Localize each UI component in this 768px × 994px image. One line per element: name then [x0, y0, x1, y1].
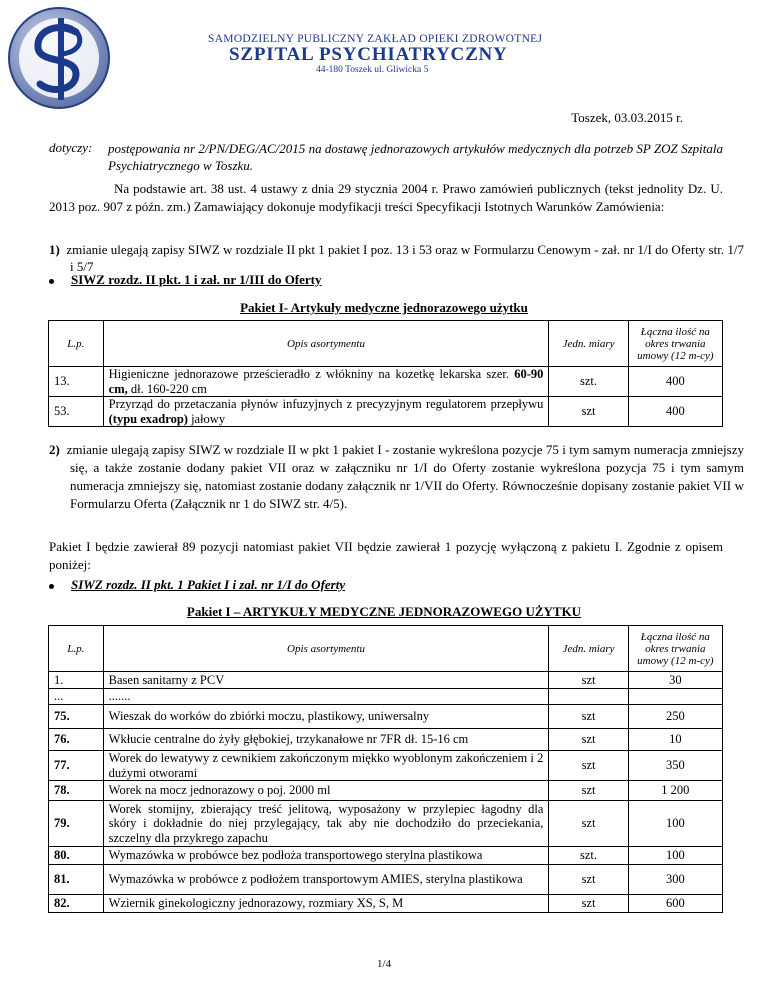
table-row: 76. Wkłucie centralne do żyły głębokiej, trzykanałowe nr 7FR dł. 15-16 cm szt 10	[49, 729, 723, 751]
row-desc: Higieniczne jednorazowe prześcieradło z włókniny na kozetkę lekarska szer. 60-90 cm, dł. 160-220 cm	[103, 367, 549, 397]
col-unit: Jedn. miary	[549, 321, 628, 367]
row-unit: szt.	[549, 367, 628, 397]
table-row: 1. Basen sanitarny z PCV szt 30	[49, 672, 723, 689]
subject-label: dotyczy:	[49, 140, 93, 155]
subject-text: postępowania nr 2/PN/DEG/AC/2015 na dostawę jednorazowych artykułów medycznych dla potrzeb SP ZOZ Szpitala Psychiatrycznego w Toszku.	[108, 141, 723, 173]
table-row: 78. Worek na mocz jednorazowy o poj. 2000 ml szt 1 200	[49, 781, 723, 801]
item-2	[49, 441, 744, 513]
table-row: 82. Wziernik ginekologiczny jednorazowy, rozmiary XS, S, M szt 600	[49, 895, 723, 913]
table2-title: Pakiet I – ARTYKUŁY MEDYCZNE JEDNORAZOWEGO UŻYTKU	[186, 604, 582, 619]
bullet-icon	[49, 584, 54, 589]
col-desc: Opis asortymentu	[103, 626, 549, 672]
col-qty: Łączna ilość na okres trwania umowy (12 m-cy)	[628, 321, 722, 367]
table-row: 77. Worek do lewatywy z cewnikiem zakończonym miękko wyoblonym zakończeniem i 2 dużymi otworami szt 350	[49, 751, 723, 781]
item-1-number: 1)	[49, 242, 60, 257]
row-unit: szt	[549, 397, 628, 427]
item-2-text: zmianie ulegają zapisy SIWZ w rozdziale II w pkt 1 pakiet I - zostanie wykreślona pozycje 75 i tym samym numeracja zmniejszy się, a także zostanie dodany pakiet VII oraz w załączniku nr 1/I do Oferty zostanie wykreślona pozycja 75 i tym samym numeracja zmniejszy się, natomiast zostanie dodany załącznik nr 1/VII do Oferty. Równocześnie dopisany zostanie pakiet VII w Formularzu Oferta (Załącznik nr 1 do SIWZ str. 4/5).	[66, 442, 744, 511]
item-1	[49, 241, 744, 275]
row-lp: 13.	[49, 367, 104, 397]
bullet-icon	[49, 279, 54, 284]
table-row: 80. Wymazówka w probówce bez podłoża transportowego sterylna plastikowa szt. 100	[49, 847, 723, 865]
col-lp: L.p.	[49, 626, 104, 672]
row-qty: 400	[628, 367, 722, 397]
header-hospital-name: SZPITAL PSYCHIATRYCZNY	[229, 44, 508, 65]
item-1-bullet-text: SIWZ rozdz. II pkt. 1 i zał. nr 1/III do Oferty	[71, 272, 322, 287]
item-2-number: 2)	[49, 442, 60, 457]
row-desc: Przyrząd do przetaczania płynów infuzyjnych z precyzyjnym regulatorem przepływu (typu exadrop) jałowy	[103, 397, 549, 427]
header-institution: SAMODZIELNY PUBLICZNY ZAKŁAD OPIEKI ZDROWOTNEJ	[208, 33, 543, 45]
table-row: ... .......	[49, 689, 723, 705]
header-address: 44-180 Toszek ul. Gliwicka 5	[316, 65, 429, 75]
intro-paragraph: Na podstawie art. 38 ust. 4 ustawy z dnia 29 stycznia 2004 r. Prawo zamówień publicznych (tekst jednolity Dz. U. 2013 poz. 907 z późn. zm.) Zamawiający dokonuje modyfikacji treści Specyfikacji Istotnych Warunków Zamówienia:	[49, 181, 723, 214]
col-unit: Jedn. miary	[549, 626, 628, 672]
table-header-row	[49, 626, 723, 672]
bullet-2	[49, 577, 723, 593]
item-1-bullet	[49, 272, 723, 288]
row-qty: 400	[628, 397, 722, 427]
table-row: 75. Wieszak do worków do zbiórki moczu, plastikowy, uniwersalny szt 250	[49, 705, 723, 729]
table2	[48, 625, 723, 913]
hospital-logo	[6, 4, 112, 112]
table-row: 81. Wymazówka w probówce z podłożem transportowym AMIES, sterylna plastikowa szt 300	[49, 865, 723, 895]
item-1-text: zmianie ulegają zapisy SIWZ w rozdziale II pkt 1 pakiet I poz. 13 i 53 oraz w Formularzu Cenowym - zał. nr 1/I do Oferty str. 1/7 i 5/7	[66, 242, 744, 274]
document-date: Toszek, 03.03.2015 r.	[571, 110, 683, 125]
table-row	[49, 367, 723, 397]
col-qty: Łączna ilość na okres trwania umowy (12 m-cy)	[628, 626, 722, 672]
page-number: 1/4	[376, 958, 392, 970]
table-row	[49, 397, 723, 427]
bullet-2-text: SIWZ rozdz. II pkt. 1 Pakiet I i zał. nr 1/I do Oferty	[71, 577, 346, 592]
table-header-row	[49, 321, 723, 367]
row-lp: 53.	[49, 397, 104, 427]
package-note: Pakiet I będzie zawierał 89 pozycji natomiast pakiet VII będzie zawierał 1 pozycję wyłączoną z pakietu I. Zgodnie z opisem poniżej:	[49, 539, 723, 572]
table1	[48, 320, 723, 427]
col-desc: Opis asortymentu	[103, 321, 549, 367]
col-lp: L.p.	[49, 321, 104, 367]
table-row: 79. Worek stomijny, zbierający treść jelitową, wyposażony w przylepiec łagodny dla skóry i dokładnie do niej przylegający, tak aby nie dochodziło do przeciekania, szczelny dla przykrego zapachu szt 100	[49, 801, 723, 847]
table1-title: Pakiet I- Artykuły medyczne jednorazowego użytku	[240, 300, 528, 315]
